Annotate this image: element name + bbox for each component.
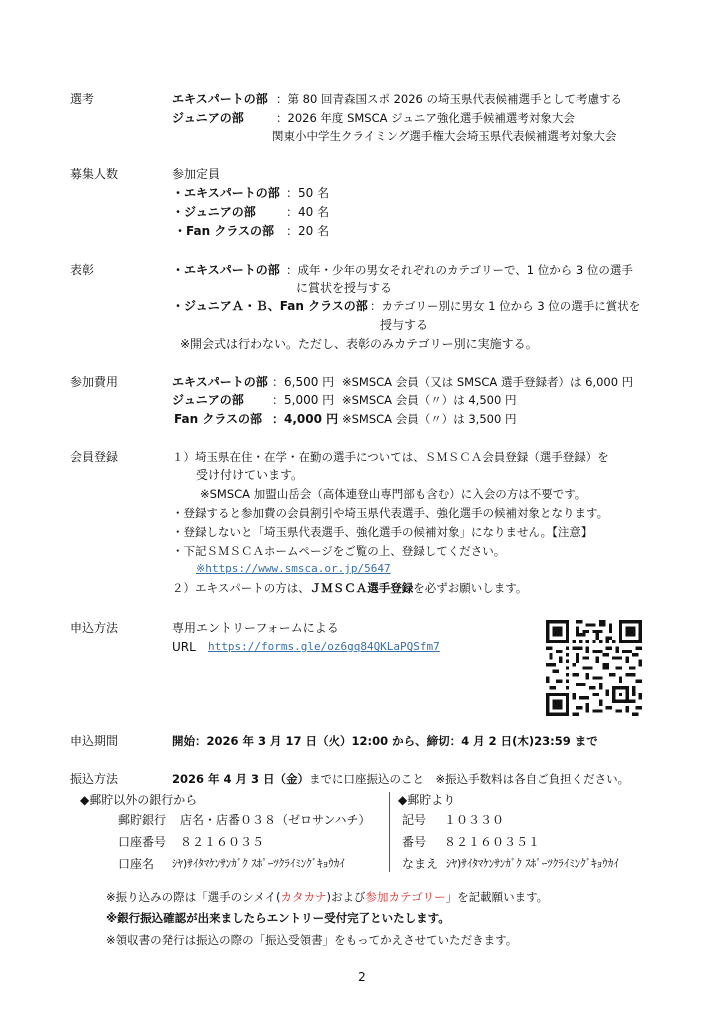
hyosho-junior-category: ・ジュニアＡ・Ｂ、Fan クラスの部 (172, 299, 368, 313)
url-label: URL (172, 640, 196, 654)
left-row-val: ｼﾔ)ｻｲﾀﾏｹﾝｻﾝｶﾞｸ ｽﾎﾟｰﾂｸﾗｲﾐﾝｸﾞｷｮｳｶｲ (172, 857, 345, 870)
hyosho-junior-text: ：カテゴリー別に男女 1 位から 3 位の選手に賞状を (370, 299, 641, 313)
left-row-key: 郵貯銀行 (118, 813, 167, 827)
hiyo-label: 参加費用 (70, 375, 119, 389)
boshu-row-val: ：20 名 (286, 224, 330, 238)
left-row-key: 口座番号 (118, 835, 167, 849)
senko-expert-category: エキスパートの部 (172, 92, 268, 106)
furikomi-text-1: までに口座振込のこと ※振込手数料は各自ご負担ください。 (309, 772, 630, 786)
furikomi-note-2: ※銀行振込確認が出来ましたらエントリー受付完了といたします。 (106, 911, 450, 925)
note-katakana: カタカナ (280, 890, 327, 904)
kaiin-label: 会員登録 (70, 450, 119, 464)
boshu-row-cat: ・Fan クラスの部 (174, 224, 274, 238)
furikomi-line-1 (172, 771, 629, 787)
hiyo-row-note: ※SMSCA 会員（〃）は 4,500 円 (342, 393, 517, 407)
hiyo-row-cat: Fan クラスの部 (174, 412, 262, 426)
hyosho-junior-text-2: 授与する (380, 318, 429, 332)
kikan-label: 申込期間 (70, 734, 119, 748)
kaiin-line-1: １）埼玉県在住・在学・在勤の選手については、ＳＭＳＣＡ会員登録（選手登録）を (172, 450, 609, 464)
senko-expert-text: ：第 80 回青森国スポ 2026 の埼玉県代表候補選手として考慮する (276, 92, 623, 106)
senko-junior-text-2: 関東小中学生クライミング選手権大会埼玉県代表候補選考対象大会 (272, 129, 617, 143)
smsca-link[interactable]: ※https://www.smsca.or.jp/5647 (196, 562, 391, 575)
kaiin-line-5: ・登録しないと「埼玉県代表選手、強化選手の候補対象」になりません。【注意】 (172, 525, 593, 539)
furikomi-note-1 (106, 889, 548, 905)
kaiin-line-8a: ２）エキスパートの方は、 (172, 581, 310, 595)
boshu-row-cat: ・エキスパートの部 (172, 186, 280, 200)
furikomi-deadline: 2026 年 4 月 3 日（金） (172, 772, 310, 786)
kaiin-line-4: ・登録すると参加費の会員割引や埼玉県代表選手、強化選手の候補対象となります。 (172, 506, 609, 520)
hiyo-row-price: ：6,500 円 (272, 375, 335, 389)
jmsca-registration: ＪＭＳＣＡ選手登録 (309, 581, 414, 595)
senko-junior-text: ：2026 年度 SMSCA ジュニア強化選手候補選考対象大会 (276, 111, 575, 125)
hyosho-label: 表彰 (70, 263, 95, 277)
moshikomi-label: 申込方法 (70, 621, 119, 635)
right-row-key: 番号 (402, 835, 427, 849)
right-row-val: １０３３０ (444, 813, 505, 827)
page-number: 2 (358, 970, 366, 984)
boshu-row-val: ：40 名 (286, 205, 330, 219)
boshu-row-val: ：50 名 (286, 186, 330, 200)
kaiin-line-8c: を必ずお願いします。 (413, 581, 528, 595)
left-row-val: 店名・店番０３８（ゼロサンハチ） (180, 813, 371, 827)
left-row-key: 口座名 (118, 857, 155, 871)
hiyo-row-note: ※SMSCA 会員（又は SMSCA 選手登録者）は 6,000 円 (342, 375, 634, 389)
moshikomi-line-1: 専用エントリーフォームによる (172, 621, 339, 635)
right-row-key: なまえ (402, 857, 439, 871)
right-row-val: ｼﾔ)ｻｲﾀﾏｹﾝｻﾝｶﾞｸ ｽﾎﾟｰﾂｸﾗｲﾐﾝｸﾞｷｮｳｶｲ (446, 857, 619, 870)
note-1e: 」を記載願います。 (445, 890, 549, 904)
furikomi-label: 振込方法 (70, 772, 119, 786)
note-category: 参加カテゴリー (365, 890, 446, 904)
right-row-key: 記号 (402, 813, 427, 827)
hiyo-row-price: ：4,000 円 (272, 412, 339, 426)
boshu-label: 募集人数 (70, 167, 119, 181)
hyosho-expert-text: ：成年・少年の男女それぞれのカテゴリーで、1 位から 3 位の選手 (286, 263, 633, 277)
kikan-text: 開始：2026 年 3 月 17 日（火）12:00 から、締切：4 月 2 日(木)23:59 まで (172, 734, 598, 748)
note-1a: ※振り込みの際は「選手のシメイ( (106, 890, 281, 904)
boshu-head: 参加定員 (172, 167, 221, 181)
kaiin-line-2: 受け付けています。 (196, 468, 304, 482)
kaiin-line-6: ・下記ＳＭＳＣＡホームページをご覧の上、登録してください。 (172, 544, 506, 558)
left-bank-head: ◆郵貯以外の銀行から (80, 793, 198, 807)
senko-label: 選考 (70, 92, 95, 106)
kaiin-line-8 (172, 580, 527, 596)
note-1c: )および (326, 890, 366, 904)
qr-code (546, 620, 642, 716)
right-row-val: ８２１６０３５１ (444, 835, 541, 849)
left-row-val: ８２１６０３５ (180, 835, 265, 849)
bank-divider (389, 792, 390, 872)
furikomi-note-3: ※領収書の発行は振込の際の「振込受領書」をもってかえさせていただきます。 (106, 933, 518, 947)
hyosho-expert-text-2: に賞状を授与する (296, 281, 393, 295)
boshu-row-cat: ・ジュニアの部 (172, 205, 256, 219)
right-bank-head: ◆郵貯より (398, 793, 456, 807)
hiyo-row-cat: ジュニアの部 (172, 393, 244, 407)
hyosho-expert-category: ・エキスパートの部 (172, 263, 280, 277)
senko-junior-category: ジュニアの部 (172, 111, 244, 125)
hiyo-row-cat: エキスパートの部 (172, 375, 268, 389)
hiyo-row-note: ※SMSCA 会員（〃）は 3,500 円 (342, 412, 517, 426)
hyosho-note: ※開会式は行わない。ただし、表彰のみカテゴリー別に実施する。 (180, 337, 538, 351)
kaiin-line-3: ※SMSCA 加盟山岳会（高体連登山専門部も含む）に入会の方は不要です。 (200, 487, 587, 501)
entry-form-link[interactable]: https://forms.gle/oz6gq84QKLaPQSfm7 (208, 640, 440, 653)
hiyo-row-price: ：5,000 円 (272, 393, 335, 407)
